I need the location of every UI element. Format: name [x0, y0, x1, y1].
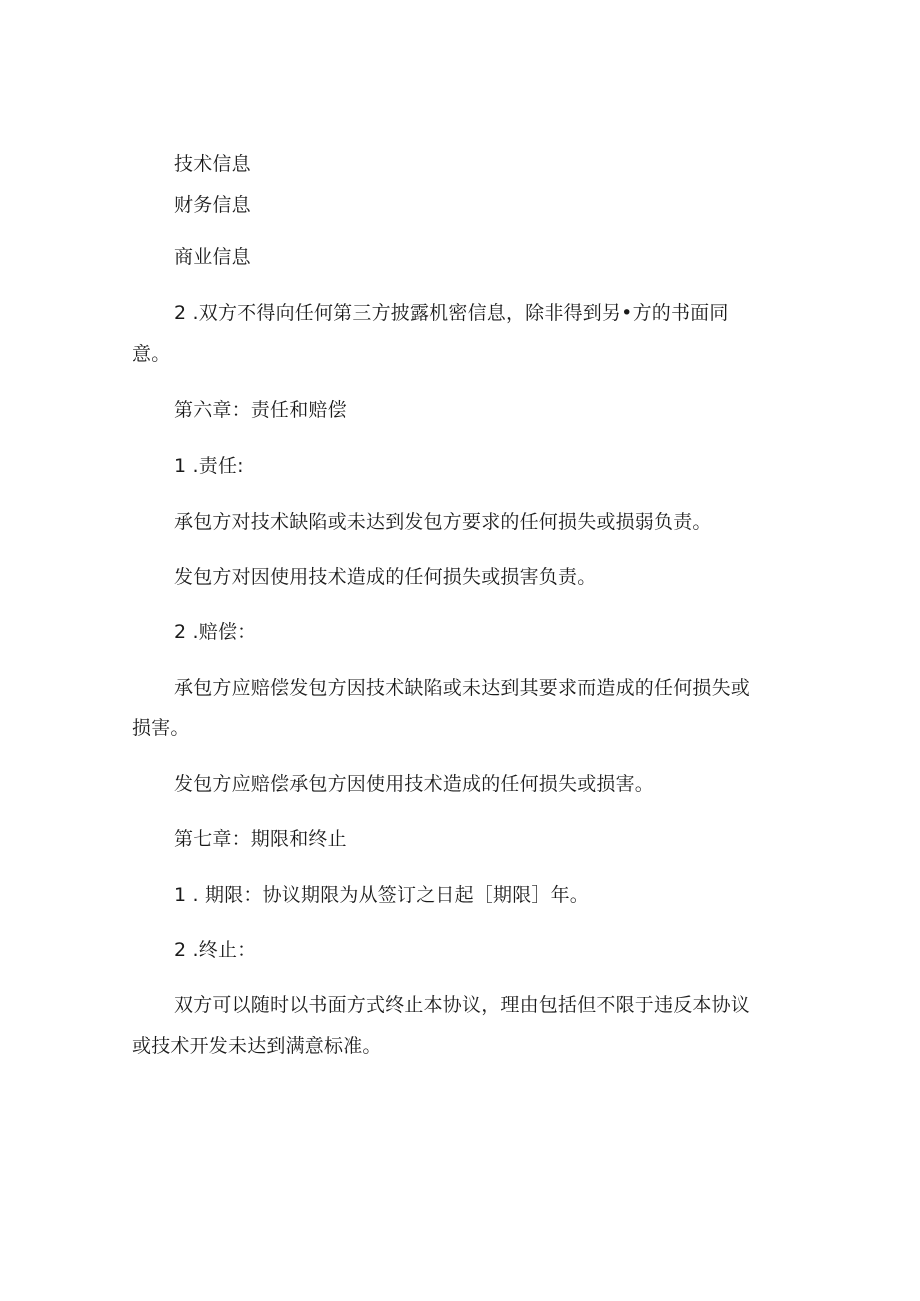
term-clause: 1 . 期限：协议期限为从签订之日起［期限］年。 [174, 884, 590, 906]
liability-heading: 1 .责任: [174, 455, 244, 477]
termination-paragraph-line-1: 双方可以随时以书面方式终止本协议，理由包括但不限于违反本协议 [174, 994, 751, 1016]
compensation-paragraph-1-line-2: 损害。 [132, 717, 190, 739]
liability-paragraph-1: 承包方对技术缺陷或未达到发包方要求的任何损失或损弱负责。 [174, 511, 712, 533]
item-tech-info: 技术信息 [174, 153, 251, 175]
clause-2-line-1: 2 .双方不得向任何第三方披露机密信息，除非得到另•方的书面同 [174, 302, 729, 324]
termination-paragraph-line-2: 或技术开发未达到满意标准。 [132, 1035, 382, 1057]
compensation-paragraph-2: 发包方应赔偿承包方因使用技术造成的任何损失或损害。 [174, 773, 655, 795]
clause-2-line-2: 意。 [132, 343, 171, 365]
compensation-heading: 2 .赔偿： [174, 621, 257, 643]
chapter-7-title: 第七章：期限和终止 [174, 828, 347, 850]
liability-paragraph-2: 发包方对因使用技术造成的任何损失或损害负责。 [174, 566, 597, 588]
termination-heading: 2 .终止： [174, 939, 257, 961]
item-business-info: 商业信息 [174, 246, 251, 268]
chapter-6-title: 第六章：责任和赔偿 [174, 399, 347, 421]
compensation-paragraph-1-line-1: 承包方应赔偿发包方因技术缺陷或未达到其要求而造成的任何损失或 [174, 677, 751, 699]
item-finance-info: 财务信息 [174, 194, 251, 216]
